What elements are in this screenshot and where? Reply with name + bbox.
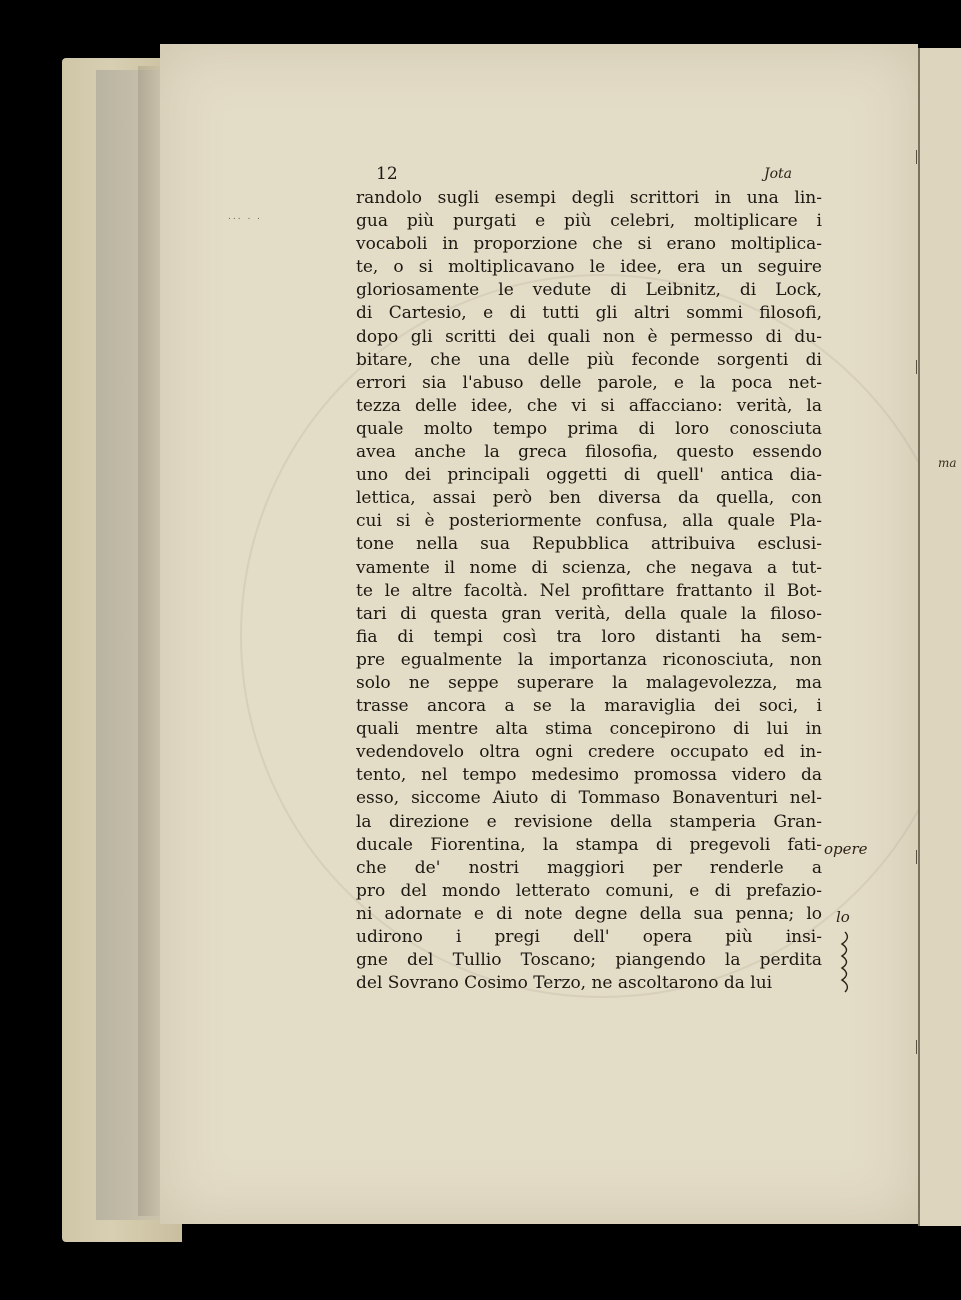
text-line: ducale Fiorentina, la stampa di pregevoli fati- bbox=[356, 834, 822, 855]
text-line: quale molto tempo prima di loro conosciuta bbox=[356, 418, 822, 439]
text-line: pre egualmente la importanza riconosciuta, non bbox=[356, 649, 822, 670]
text-line: esso, siccome Aiuto di Tommaso Bonaventuri nel- bbox=[356, 788, 822, 809]
text-line: gua più purgati e più celebri, moltiplicare i bbox=[356, 211, 822, 232]
text-line: che de' nostri maggiori per renderle a bbox=[356, 857, 822, 878]
text-line: vocaboli in proporzione che si erano moltiplica- bbox=[356, 234, 822, 255]
margin-note-lo: lo bbox=[836, 908, 850, 926]
text-line: trasse ancora a se la maraviglia dei soci, i bbox=[356, 696, 822, 717]
page-number: 12 bbox=[376, 164, 398, 184]
facing-page-edge bbox=[918, 48, 961, 1226]
edge-tick bbox=[916, 1040, 917, 1054]
text-line: randolo sugli esempi degli scrittori in una lin- bbox=[356, 188, 822, 208]
text-line: solo ne seppe superare la malagevolezza, ma bbox=[356, 672, 822, 693]
text-line: bitare, che una delle più feconde sorgenti di bbox=[356, 349, 822, 370]
edge-tick bbox=[916, 150, 917, 164]
text-line: dopo gli scritti dei quali non è permesso di du- bbox=[356, 326, 822, 347]
text-line: gne del Tullio Toscano; piangendo la perdita bbox=[356, 950, 822, 971]
text-line: quali mentre alta stima concepirono di lui in bbox=[356, 719, 822, 740]
edge-tick bbox=[916, 850, 917, 864]
text-line: tari di questa gran verità, della quale la filoso- bbox=[356, 603, 822, 624]
text-line: tezza delle idee, che vi si affacciano: verità, la bbox=[356, 395, 822, 416]
body-text bbox=[356, 187, 822, 995]
text-line: la direzione e revisione della stamperia Gran- bbox=[356, 811, 822, 832]
text-line: errori sia l'abuso delle parole, e la poca net- bbox=[356, 372, 822, 393]
margin-note-opere: opere bbox=[824, 840, 868, 858]
text-line: del Sovrano Cosimo Terzo, ne ascoltarono da lui bbox=[356, 973, 773, 994]
text-line: tone nella sua Repubblica attribuiva esclusi- bbox=[356, 534, 822, 555]
text-line: vamente il nome di scienza, che negava a tut- bbox=[356, 557, 822, 578]
text-line: udirono i pregi dell' opera più insi- bbox=[356, 927, 822, 947]
text-line: pro del mondo letterato comuni, e di prefazio- bbox=[356, 880, 822, 901]
text-line: te, o si moltiplicavano le idee, era un seguire bbox=[356, 257, 822, 278]
margin-squiggle bbox=[838, 930, 852, 994]
facing-page-mark: ma bbox=[938, 456, 957, 470]
text-line: di Cartesio, e di tutti gli altri sommi filosofi, bbox=[356, 303, 822, 324]
text-line: avea anche la greca filosofia, questo essendo bbox=[356, 442, 822, 463]
text-line: te le altre facoltà. Nel profittare frattanto il Bot- bbox=[356, 580, 822, 601]
margin-scribble: ... . . bbox=[228, 212, 263, 222]
text-line: fia di tempi così tra loro distanti ha sem- bbox=[356, 626, 822, 647]
edge-tick bbox=[916, 360, 917, 374]
text-line: gloriosamente le vedute di Leibnitz, di Lock, bbox=[356, 280, 822, 301]
header-handwritten-note: Jota bbox=[764, 166, 793, 182]
text-line: lettica, assai però ben diversa da quella, con bbox=[356, 488, 822, 509]
text-line: vedendovelo oltra ogni credere occupato ed in- bbox=[356, 742, 822, 763]
text-line: tento, nel tempo medesimo promossa videro da bbox=[356, 765, 822, 786]
text-line: cui si è posteriormente confusa, alla quale Pla- bbox=[356, 511, 822, 532]
text-line: ni adornate e di note degne della sua penna; lo bbox=[356, 903, 822, 924]
text-line: uno dei principali oggetti di quell' antica dia- bbox=[356, 465, 822, 486]
